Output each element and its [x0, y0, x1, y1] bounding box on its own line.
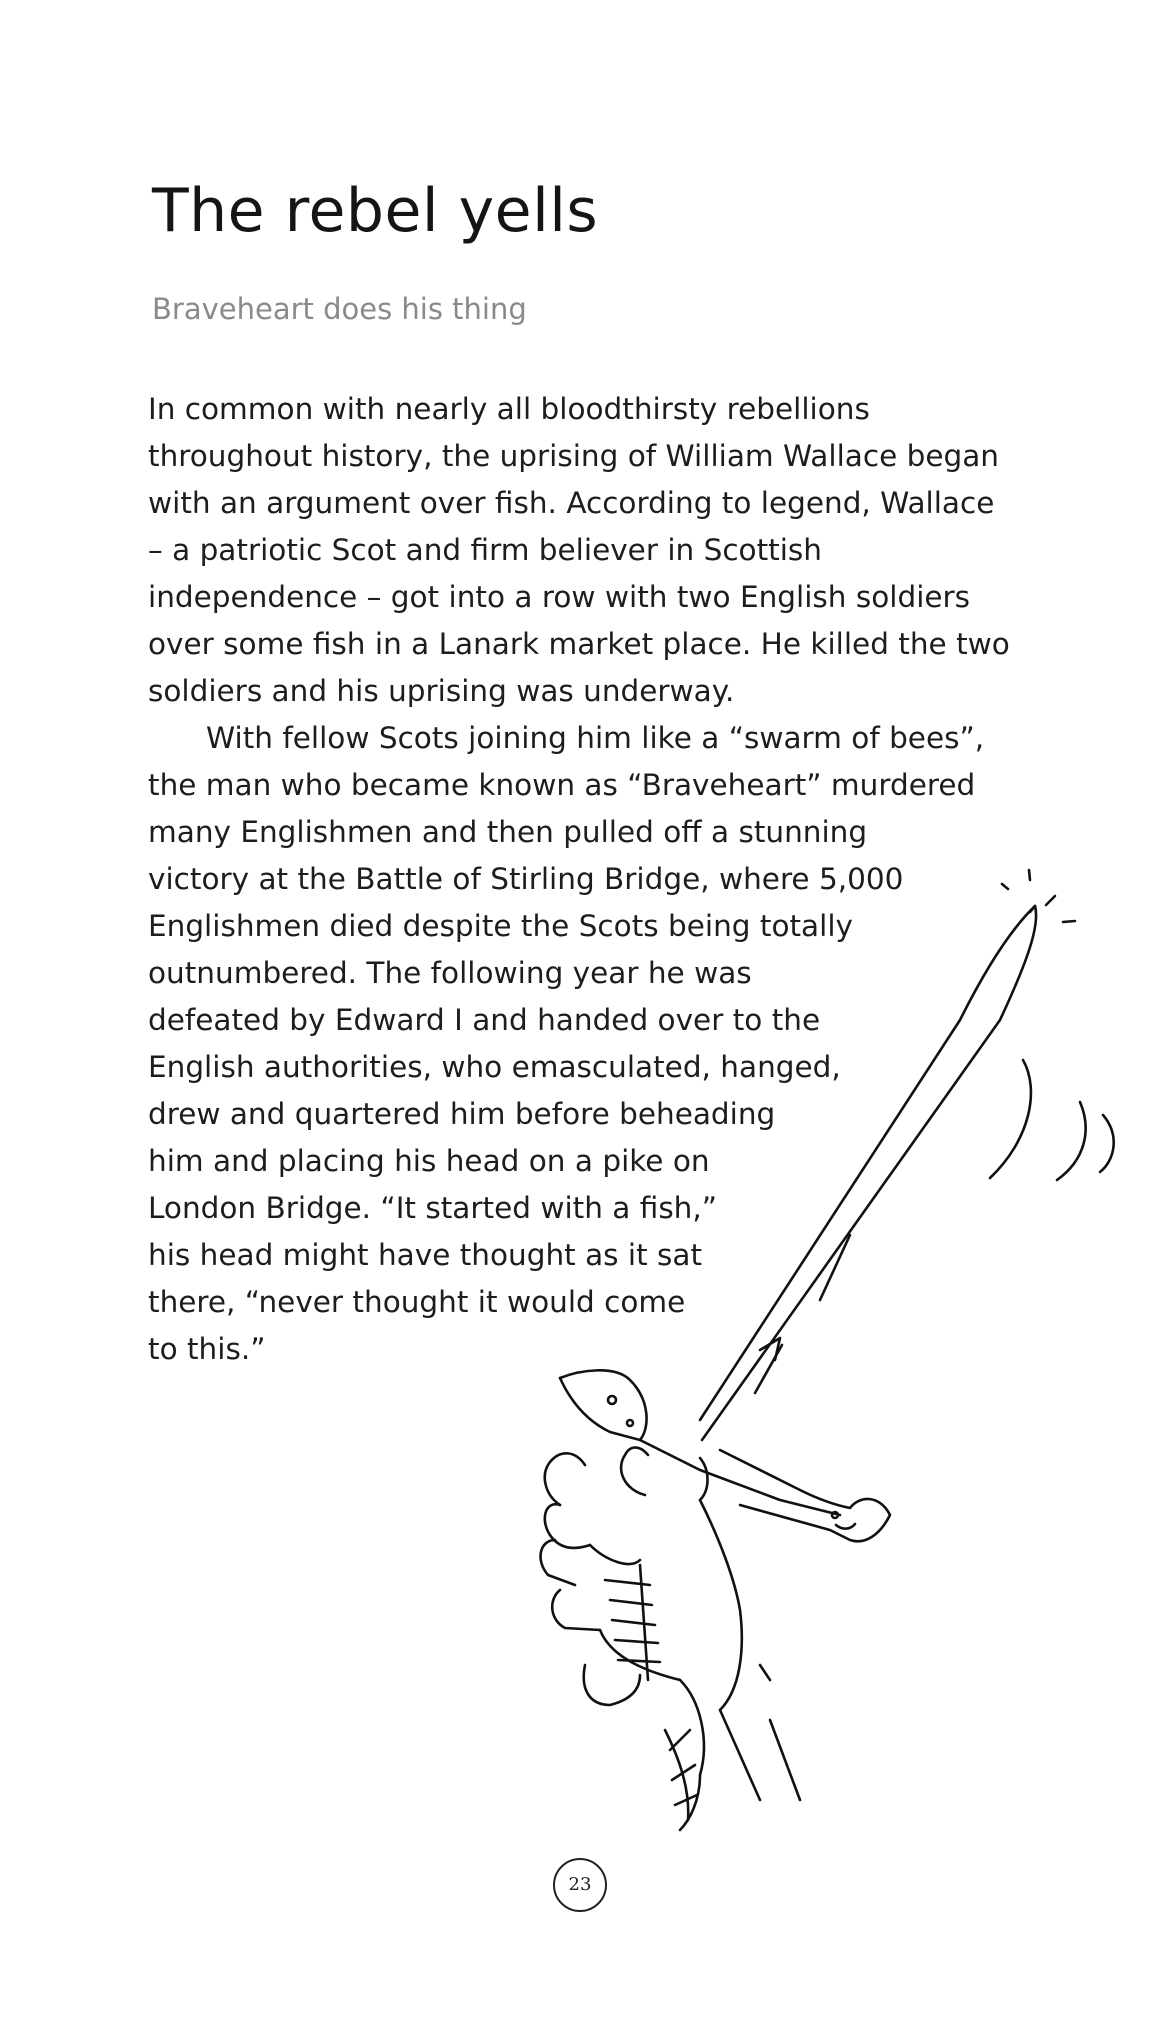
text-line: drew and quartered him before beheading	[148, 1097, 776, 1131]
text-line: there, “never thought it would come	[148, 1285, 686, 1319]
body-paragraphs	[148, 386, 1048, 1373]
text-line: with an argument over fish. According to legend, Wallace	[148, 486, 995, 520]
page-subtitle: Braveheart does his thing	[152, 292, 527, 326]
page-title: The rebel yells	[152, 176, 599, 246]
text-line: victory at the Battle of Stirling Bridge, where 5,000	[148, 862, 904, 896]
text-line: Englishmen died despite the Scots being totally	[148, 909, 853, 943]
text-line: his head might have thought as it sat	[148, 1238, 703, 1272]
text-line: soldiers and his uprising was underway.	[148, 674, 735, 708]
text-line: With fellow Scots joining him like a “swarm of bees”,	[206, 721, 985, 755]
text-line: to this.”	[148, 1332, 266, 1366]
text-line: outnumbered. The following year he was	[148, 956, 752, 990]
text-line: him and placing his head on a pike on	[148, 1144, 710, 1178]
text-line: throughout history, the uprising of William Wallace began	[148, 439, 999, 473]
text-line: independence – got into a row with two English soldiers	[148, 580, 971, 614]
text-line: English authorities, who emasculated, hanged,	[148, 1050, 841, 1084]
text-line: – a patriotic Scot and firm believer in Scottish	[148, 533, 822, 567]
text-line: defeated by Edward I and handed over to the	[148, 1003, 821, 1037]
text-line: many Englishmen and then pulled off a stunning	[148, 815, 868, 849]
text-line: over some fish in a Lanark market place. He killed the two	[148, 627, 1010, 661]
text-line: the man who became known as “Braveheart” murdered	[148, 768, 976, 802]
text-line: London Bridge. “It started with a fish,”	[148, 1191, 718, 1225]
page-number: 23	[553, 1858, 607, 1912]
text-line: In common with nearly all bloodthirsty rebellions	[148, 392, 870, 426]
